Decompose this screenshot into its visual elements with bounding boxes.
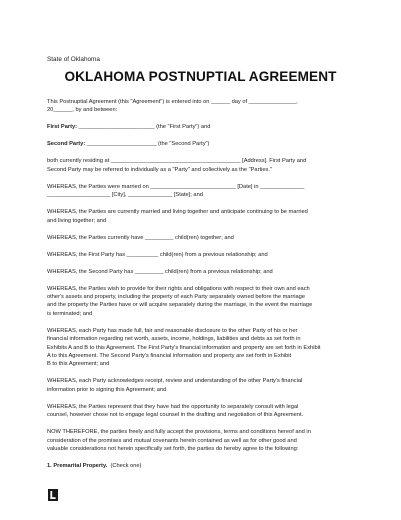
whereas-provide-line-2: other's assets and property, including the property of each Party separately owned before the marriage	[47, 294, 306, 301]
whereas-children-text: WHEREAS, the Parties currently have _________ child(ren) together; and	[47, 234, 234, 241]
document-title: OKLAHOMA POSTNUPTIAL AGREEMENT	[64, 69, 337, 84]
whereas-counsel-paragraph	[47, 403, 365, 420]
first-party-paragraph	[47, 123, 365, 131]
whereas-counsel-line-1: WHEREAS, the Parties represent that they have had the opportunity to separately consult with legal	[47, 403, 299, 410]
whereas-second-children-paragraph	[47, 268, 365, 276]
first-party-label: First Party:	[47, 124, 78, 131]
first-party-text: ________________________ (the "First Party") and	[77, 124, 211, 131]
intro-line-2: 20______, by and between:	[47, 107, 118, 114]
whereas-living-line-1: WHEREAS, the Parties are currently married and living together and anticipate continuing to be married	[47, 209, 308, 216]
second-party-label: Second Party:	[47, 141, 86, 148]
whereas-children-paragraph	[47, 234, 365, 242]
whereas-receipt-line-1: WHEREAS, each Party acknowledges receipt, review and understanding of the other Party's financial	[47, 378, 303, 385]
whereas-second-children-text: WHEREAS, the Second Party has _________ child(ren) from a previous relationship; and	[47, 268, 273, 275]
whereas-first-children-text: WHEREAS, the First Party has __________ child(ren) from a previous relationship; and	[47, 251, 268, 258]
whereas-living-paragraph	[47, 208, 365, 225]
now-therefore-paragraph	[47, 428, 365, 453]
now-therefore-line-3: valuable considerations not herein specifically set forth, the parties do hereby agree to the following:	[47, 446, 299, 453]
section-1-heading	[47, 462, 365, 470]
residing-line-1: both currently residing at _________________________________________ [Address]. First Party and	[47, 158, 307, 165]
residing-line-2: Second Party may be referred to individually as a "Party" and collectively as the "Parties."	[47, 166, 272, 173]
whereas-disclosure-paragraph	[47, 327, 365, 369]
intro-line-1: This Postnuptial Agreement (this "Agreement") is entered into on ______ day of _______________,	[47, 99, 298, 105]
whereas-first-children-paragraph	[47, 251, 365, 259]
whereas-disclosure-line-1: WHEREAS, each Party has made full, fair and reasonable disclosure to the other Party of his or her	[47, 327, 298, 334]
whereas-counsel-line-2: counsel, however chose not to engage legal counsel in the drafting and negotiation of this Agreement.	[47, 412, 304, 419]
whereas-receipt-line-2: information prior to signing this Agreement; and	[47, 386, 167, 393]
whereas-provide-paragraph	[47, 285, 365, 319]
whereas-disclosure-line-3: Exhibits A and B to this Agreement. The First Party's financial information and property are set forth in Exhibit	[47, 344, 321, 351]
section-1-note: (Check one)	[107, 463, 142, 470]
document-body	[47, 98, 365, 479]
state-label: State of Oklahoma	[47, 56, 100, 63]
section-1-label: 1. Premarital Property.	[47, 463, 108, 470]
whereas-disclosure-line-2: financial information regarding net worth, assets, income, holdings, liabilities and debts as set forth in	[47, 336, 301, 343]
now-therefore-line-1: NOW THEREFORE, the parties freely and fully accept the provisions, terms and conditions hereof and in	[47, 429, 311, 436]
whereas-living-line-2: and living together; and	[47, 217, 107, 224]
second-party-paragraph	[47, 140, 365, 148]
whereas-provide-line-1: WHEREAS, the Parties wish to provide for their rights and obligations with respect to their own and each	[47, 285, 310, 292]
whereas-disclosure-line-4: A to this Agreement. The Second Party's financial information and property are set forth in Exhibit	[47, 353, 292, 360]
whereas-married-paragraph	[47, 183, 365, 200]
whereas-receipt-paragraph	[47, 377, 365, 394]
whereas-provide-line-3: and the property the Parties have or will acquire separately during the marriage, in the event the marriage	[47, 302, 313, 309]
document-logo-icon	[48, 489, 58, 501]
whereas-married-line-1: WHEREAS, the Parties were married on ___________________________ [Date] in ______________	[47, 183, 305, 190]
now-therefore-line-2: consideration of the promises and mutual covenants herein contained as well as for other good and	[47, 437, 297, 444]
whereas-provide-line-4: is terminated; and	[47, 310, 93, 317]
second-party-text: ______________________ (the "Second Party")	[85, 141, 210, 148]
whereas-disclosure-line-5: B to this Agreement; and	[47, 361, 110, 368]
intro-paragraph	[47, 98, 365, 115]
residing-paragraph	[47, 157, 365, 174]
whereas-married-line-2: ____________________ [City], ______________ [State]; and	[47, 192, 203, 199]
